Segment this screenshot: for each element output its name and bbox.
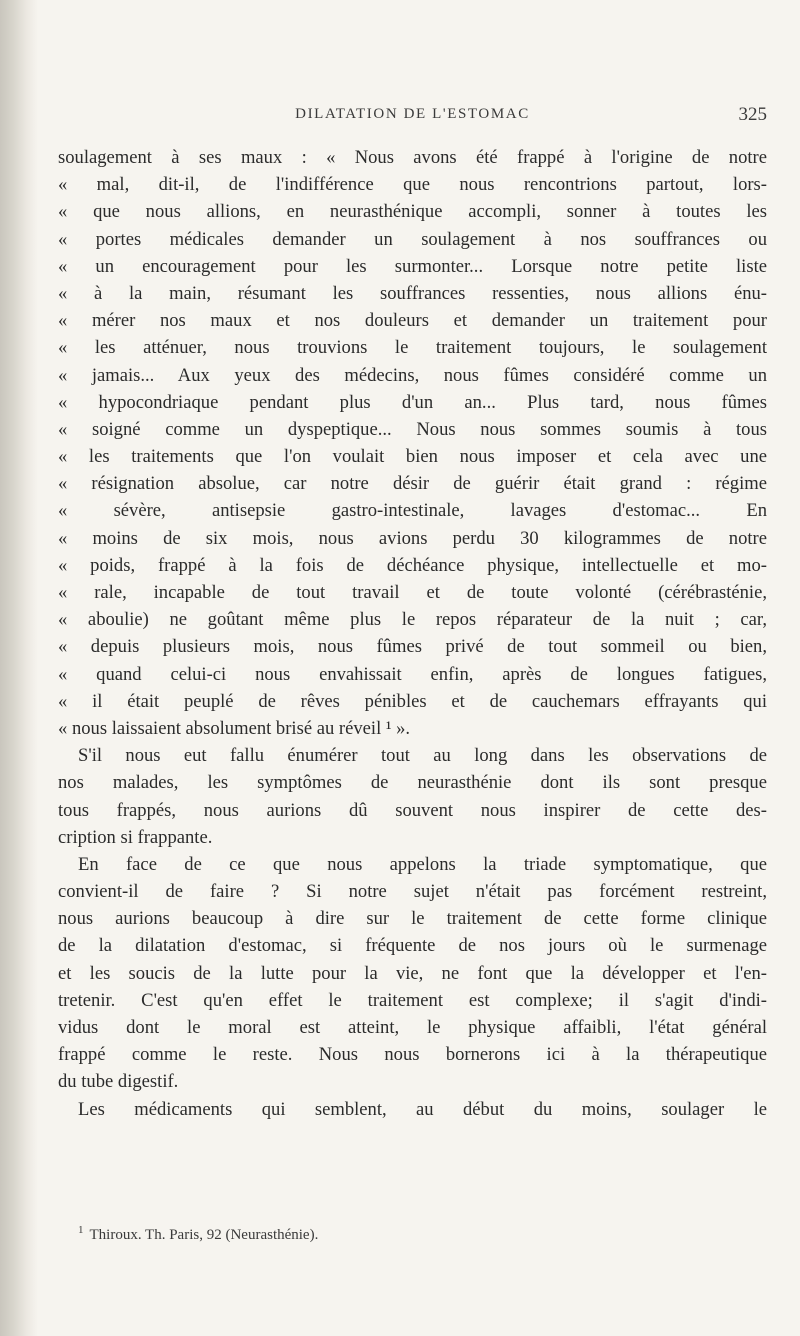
text-line: tretenir. C'est qu'en effet le traitement est complexe; il s'agit d'indi- [58,989,767,1011]
text-line: « quand celui-ci nous envahissait enfin, après de longues fatigues, [58,663,767,685]
text-line: « portes médicales demander un soulagement à nos souffrances ou [58,228,767,250]
text-line: « à la main, résumant les souffrances ressenties, nous allions énu- [58,282,767,304]
text-line: de la dilatation d'estomac, si fréquente de nos jours où le surmenage [58,935,767,957]
text-line: « moins de six mois, nous avions perdu 30 kilogrammes de notre [58,527,767,549]
text-line: « un encouragement pour les surmonter... Lorsque notre petite liste [58,255,767,277]
text-line: « mal, dit-il, de l'indifférence que nous rencontrions partout, lors- [58,174,767,196]
footnote [78,1224,318,1244]
footnote-text: Thiroux. Th. Paris, 92 (Neurasthénie). [89,1227,319,1243]
footnote-marker: 1 [78,1224,84,1236]
text-line: « il était peuplé de rêves pénibles et de cauchemars effrayants qui [58,690,767,712]
text-line: convient-il de faire ? Si notre sujet n'était pas forcément restreint, [58,881,767,903]
text-line: nos malades, les symptômes de neurasthénie dont ils sont presque [58,772,767,794]
body-text [58,144,767,1123]
text-line: soulagement à ses maux : « Nous avons été frappé à l'origine de notre [58,147,767,168]
text-line: du tube digestif. [58,1071,179,1093]
page-header [58,106,767,130]
text-line: « les atténuer, nous trouvions le traitement toujours, le soulagement [58,337,767,359]
text-line: « poids, frappé à la fois de déchéance physique, intellectuelle et mo- [58,554,767,576]
text-line: et les soucis de la lutte pour la vie, ne font que la développer et l'en- [58,962,767,984]
page-number: 325 [738,104,767,125]
text-line: « résignation absolue, car notre désir de guérir était grand : régime [58,473,767,495]
text-line: tous frappés, nous aurions dû souvent nous inspirer de cette des- [58,799,767,821]
page-edge-shadow [0,0,38,1336]
text-line: nous aurions beaucoup à dire sur le traitement de cette forme clinique [58,908,767,930]
text-line: frappé comme le reste. Nous nous bornerons ici à la thérapeutique [58,1044,767,1066]
text-line: vidus dont le moral est atteint, le physique affaibli, l'état général [58,1017,767,1038]
text-line: « nous laissaient absolument brisé au réveil ¹ ». [58,717,411,739]
running-title: DILATATION DE L'ESTOMAC [295,106,530,122]
text-line: « rale, incapable de tout travail et de toute volonté (cérébrasténie, [58,582,767,603]
text-line: « soigné comme un dyspeptique... Nous nous sommes soumis à tous [58,418,767,440]
text-line: S'il nous eut fallu énumérer tout au long dans les observations de [78,745,767,767]
text-line: En face de ce que nous appelons la triade symptomatique, que [78,853,767,875]
text-line: Les médicaments qui semblent, au début du moins, soulager le [78,1098,767,1120]
text-line: cription si frappante. [58,826,213,848]
text-line: « jamais... Aux yeux des médecins, nous fûmes considéré comme un [58,364,767,386]
text-line: « depuis plusieurs mois, nous fûmes privé de tout sommeil ou bien, [58,636,767,658]
text-line: « aboulie) ne goûtant même plus le repos réparateur de la nuit ; car, [58,609,767,631]
text-line: « hypocondriaque pendant plus d'un an... Plus tard, nous fûmes [58,391,767,413]
text-line: « que nous allions, en neurasthénique accompli, sonner à toutes les [58,201,767,223]
text-line: « mérer nos maux et nos douleurs et demander un traitement pour [58,310,767,332]
text-line: « les traitements que l'on voulait bien nous imposer et cela avec une [58,446,767,468]
text-line: « sévère, antisepsie gastro-intestinale, lavages d'estomac... En [58,500,767,522]
